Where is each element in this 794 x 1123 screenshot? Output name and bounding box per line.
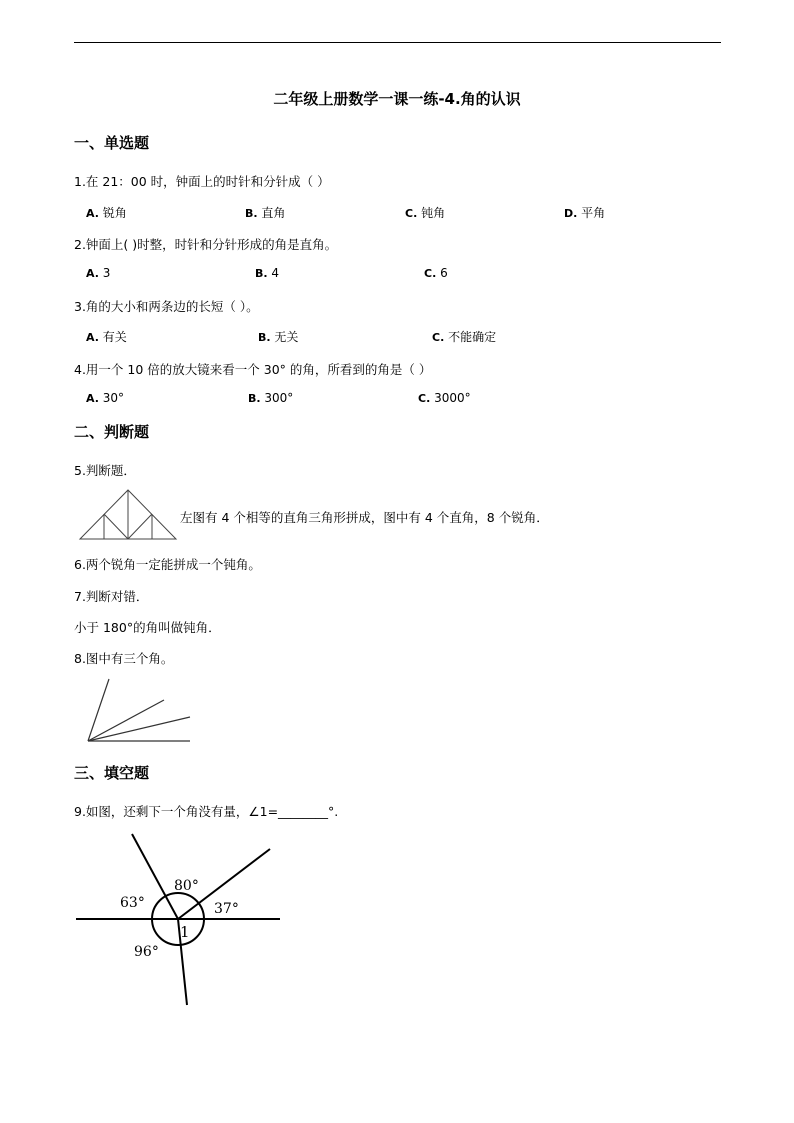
question-9: 9.如图，还剩下一个角没有量，∠1=________°. (74, 804, 339, 819)
angles-figure (84, 676, 194, 746)
angle-label-1: 1 (180, 923, 190, 941)
q2-option-b[interactable]: B. 4 (255, 266, 280, 280)
question-3: 3.角的大小和两条边的长短（ ）。 (74, 299, 259, 314)
q1-option-c[interactable]: C. 钝角 (405, 206, 446, 220)
question-5-description: 左图有 4 个相等的直角三角形拼成，图中有 4 个直角，8 个锐角． (180, 510, 549, 525)
question-8: 8.图中有三个角。 (74, 651, 174, 666)
q4-option-b[interactable]: B. 300° (248, 391, 294, 405)
q3-option-c[interactable]: C. 不能确定 (432, 330, 497, 344)
protractor-angle-figure (74, 830, 284, 1010)
angle-label-37: 37° (214, 901, 239, 917)
angle-label-63: 63° (120, 895, 145, 911)
q3-option-b[interactable]: B. 无关 (258, 330, 299, 344)
q1-option-d[interactable]: D. 平角 (564, 206, 606, 220)
question-2: 2.钟面上( )时整，时针和分针形成的角是直角。 (74, 237, 338, 252)
question-7-statement: 小于 180°的角叫做钝角． (74, 620, 221, 635)
triangles-figure (78, 488, 178, 542)
question-5: 5.判断题． (74, 463, 136, 478)
q4-option-a[interactable]: A. 30° (86, 391, 125, 405)
section-heading: 二、判断题 (74, 423, 150, 441)
header-rule (74, 42, 721, 43)
question-4: 4.用一个 10 倍的放大镜来看一个 30° 的角，所看到的角是（ ） (74, 362, 432, 377)
section-heading: 三、填空题 (74, 764, 150, 782)
question-7: 7.判断对错． (74, 589, 149, 604)
q4-option-c[interactable]: C. 3000° (418, 391, 471, 405)
q2-option-a[interactable]: A. 3 (86, 266, 111, 280)
section-heading: 一、单选题 (74, 134, 150, 152)
q3-option-a[interactable]: A. 有关 (86, 330, 127, 344)
angle-label-96: 96° (134, 944, 159, 960)
q2-option-c[interactable]: C. 6 (424, 266, 448, 280)
q1-option-b[interactable]: B. 直角 (245, 206, 286, 220)
question-6: 6.两个锐角一定能拼成一个钝角。 (74, 557, 261, 572)
page-title: 二年级上册数学一课一练-4.角的认识 (273, 90, 521, 108)
question-1: 1.在 21：00 时，钟面上的时针和分针成（ ） (74, 174, 330, 189)
angle-label-80: 80° (174, 878, 199, 894)
q1-option-a[interactable]: A. 锐角 (86, 206, 127, 220)
